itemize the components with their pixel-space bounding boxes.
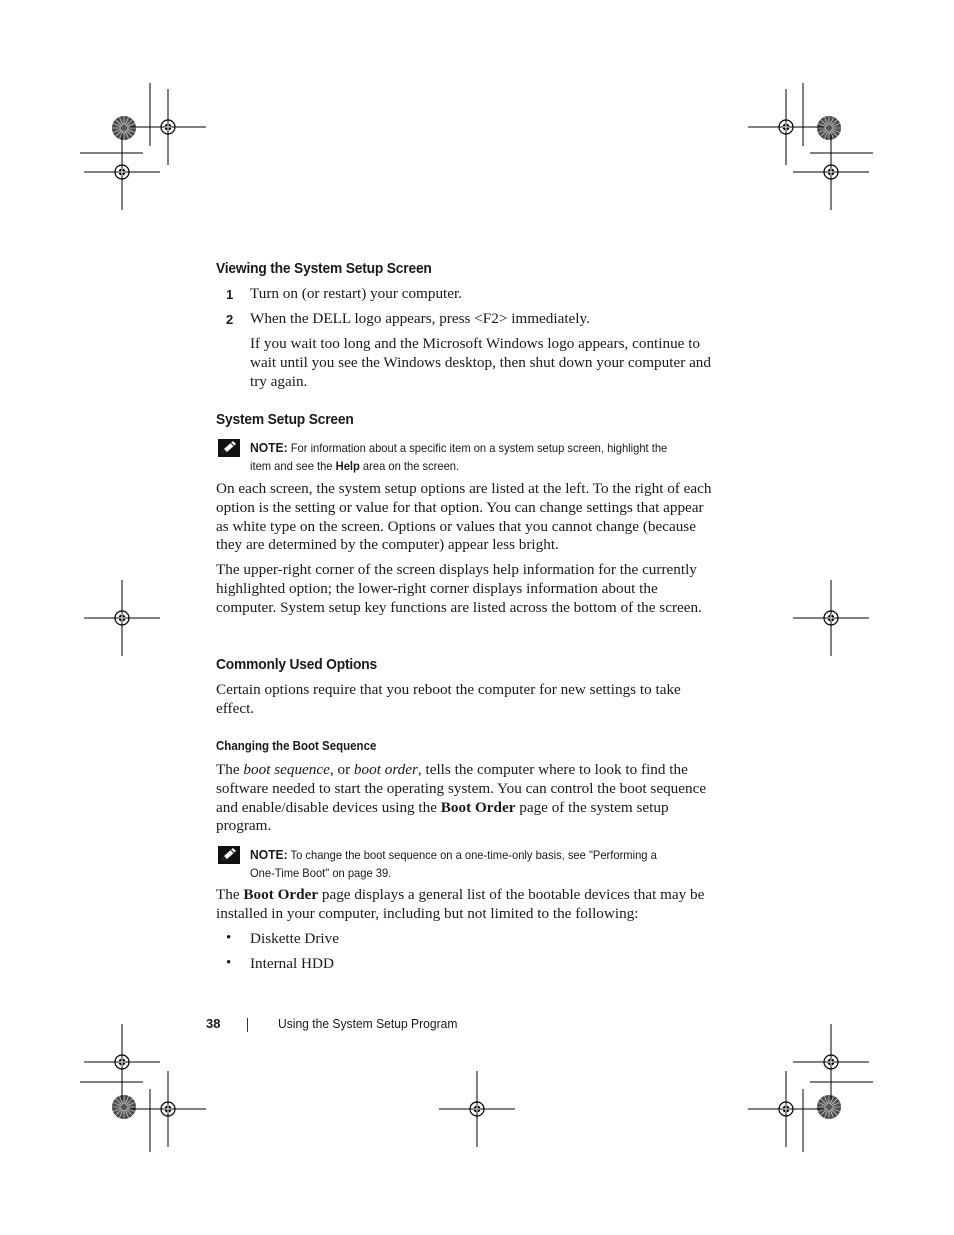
paragraph-reboot: Certain options require that you reboot the computer for new settings to take effect. bbox=[216, 681, 681, 717]
note-pencil-icon bbox=[218, 846, 240, 864]
paragraph-corners: The upper-right corner of the screen displays help information for the currently highlighted option; the lower-right corner displays information about the computer. System setup key functions are listed across the bottom of the screen. bbox=[216, 561, 702, 616]
step-number: 1 bbox=[226, 287, 234, 302]
note-label: NOTE: bbox=[250, 440, 288, 455]
note-text bbox=[250, 846, 683, 882]
note-body: For information about a specific item on a system setup screen, highlight the item and see the bbox=[250, 441, 668, 473]
step-text: When the DELL logo appears, press <F2> immediately. bbox=[250, 310, 590, 327]
step-number: 2 bbox=[226, 312, 234, 327]
paragraph-options: On each screen, the system setup options are listed at the left. To the right of each option is the setting or value for that option. You can change settings that appear as white type on the screen. Options or values that you cannot change (because they are determined by the computer) appear less bright. bbox=[216, 480, 712, 554]
note-body: area on the screen. bbox=[362, 459, 460, 473]
step-text: Turn on (or restart) your computer. bbox=[250, 285, 463, 302]
note-bold-term: Help bbox=[335, 459, 360, 473]
note-body: To change the boot sequence on a one-time-only basis, see "Performing a One-Time Boot" on page 39. bbox=[250, 848, 657, 880]
paragraph-boot-sequence: The boot sequence, or boot order, tells the computer where to look to find the software needed to start the operating system. You can control the boot sequence and enable/disable devices using the Boot Order page of the system setup program. bbox=[216, 761, 707, 835]
paragraph-boot-order: The Boot Order page displays a general list of the bootable devices that may be installed in your computer, including but not limited to the following: bbox=[216, 886, 705, 922]
bullet-icon: • bbox=[226, 930, 232, 946]
section-heading-common-options: Commonly Used Options bbox=[216, 656, 377, 673]
note-label: NOTE: bbox=[250, 847, 288, 862]
paragraph-wait: If you wait too long and the Microsoft Windows logo appears, continue to wait until you see the Windows desktop, then shut down your computer and try again. bbox=[250, 335, 711, 390]
list-item-text: Internal HDD bbox=[250, 955, 334, 972]
page-number: 38 bbox=[206, 1016, 221, 1031]
note-pencil-icon bbox=[218, 439, 240, 457]
section-heading-viewing: Viewing the System Setup Screen bbox=[216, 260, 432, 277]
bullet-icon: • bbox=[226, 955, 232, 971]
section-heading-system-setup: System Setup Screen bbox=[216, 411, 354, 428]
footer-divider bbox=[247, 1018, 248, 1032]
subheading-boot-sequence: Changing the Boot Sequence bbox=[216, 739, 377, 753]
list-item-text: Diskette Drive bbox=[250, 930, 339, 947]
note-text bbox=[250, 439, 683, 475]
footer-title: Using the System Setup Program bbox=[278, 1016, 458, 1031]
